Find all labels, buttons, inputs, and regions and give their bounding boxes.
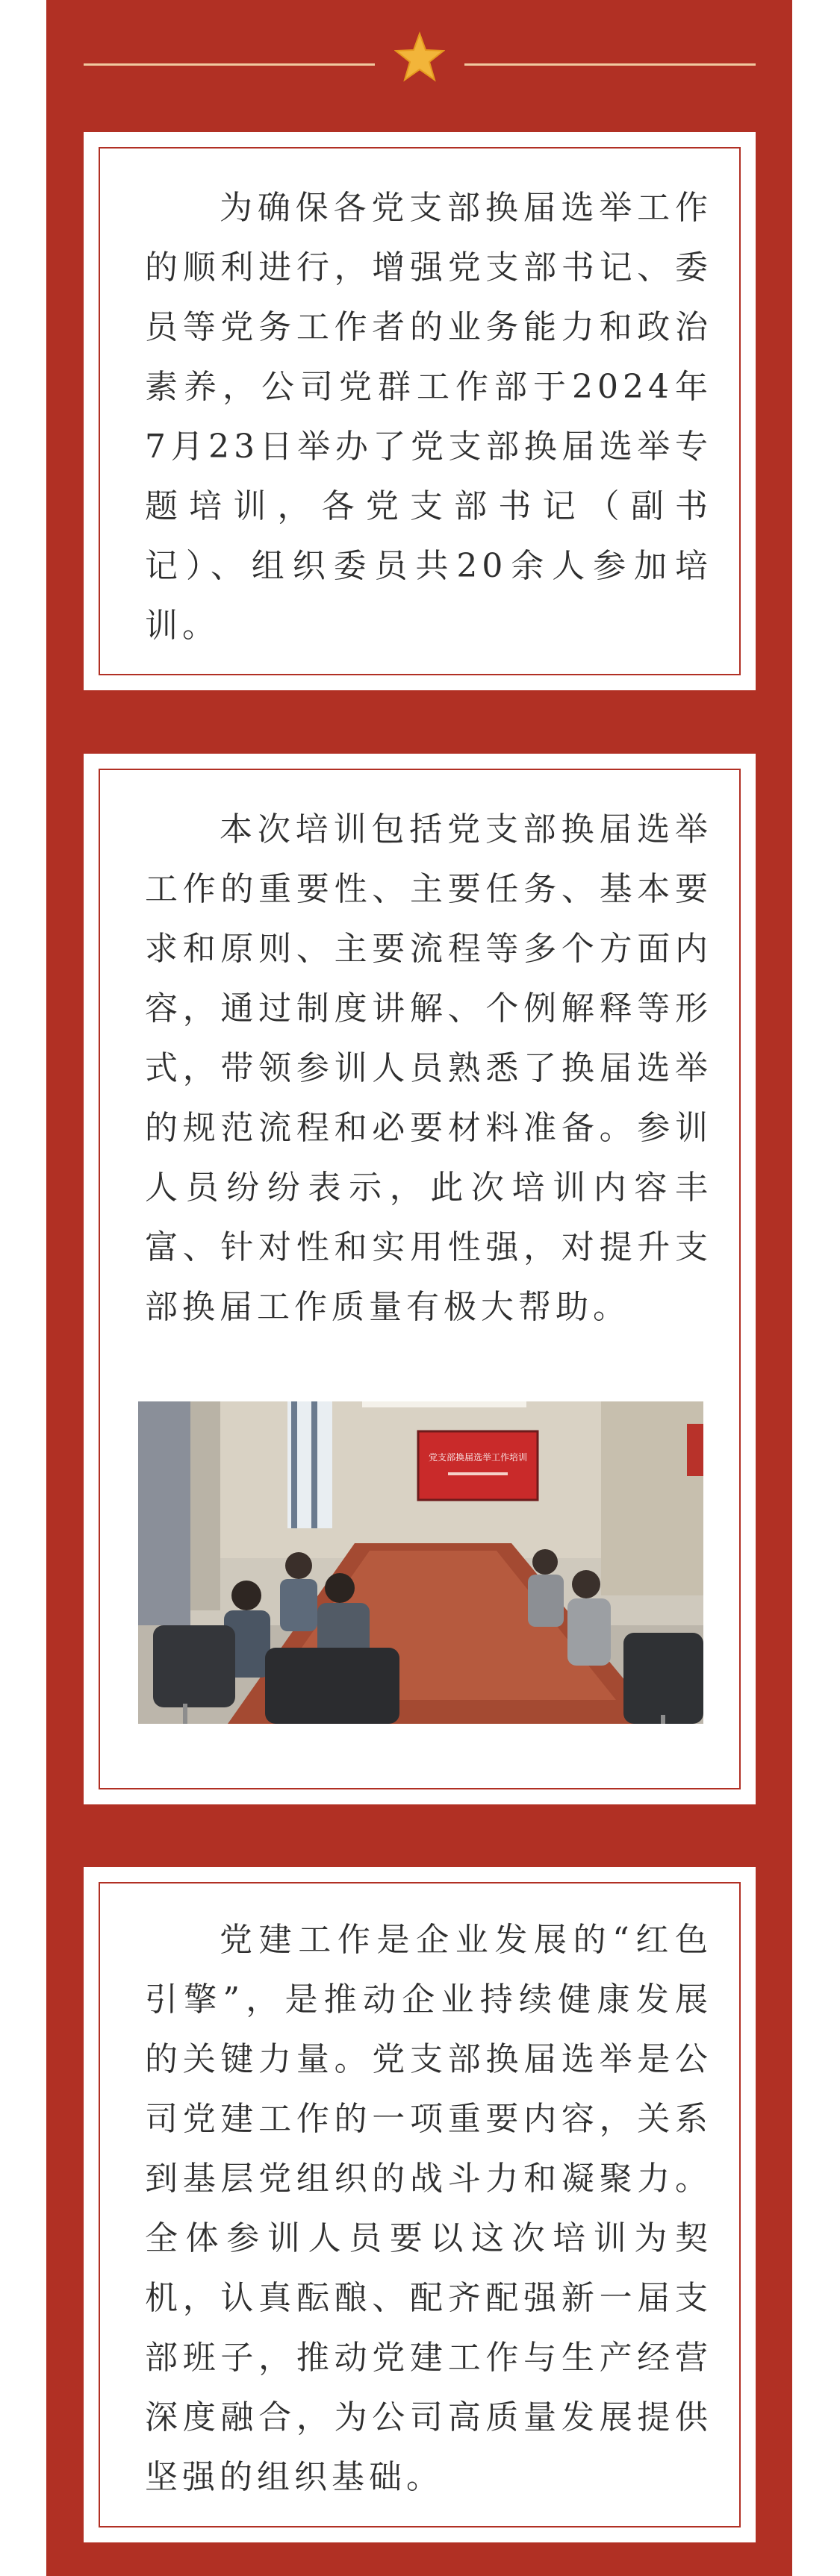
training-meeting-photo xyxy=(138,1401,703,1724)
screen-title-text: 党支部换届选举工作培训 xyxy=(428,1452,528,1463)
header-divider-right xyxy=(464,63,756,66)
intro-paragraph: 为确保各党支部换届选举工作的顺利进行，增强党支部书记、委员等党务工作者的业务能力和政治素养，公司党群工作部于2024年7月23日举办了党支部换届选举专题培训，各党支部书记（副书记）、组织委员共20余人参加培训。 xyxy=(145,189,712,645)
significance-paragraph: 党建工作是企业发展的“红色引擎”，是推动企业持续健康发展的关键力量。党支部换届选举是公司党建工作的一项重要内容，关系到基层党组织的战斗力和凝聚力。全体参训人员要以这次培训为契机，认真酝酿、配齐配强新一届支部班子，推动党建工作与生产经营深度融合，为公司高质量发展提供坚强的组织基础。 xyxy=(145,1921,712,2496)
training-content-card xyxy=(84,754,756,1804)
significance-card xyxy=(84,1867,756,2542)
header-divider-left xyxy=(84,63,375,66)
star-icon xyxy=(394,31,445,82)
intro-card xyxy=(84,132,756,690)
training-content-paragraph: 本次培训包括党支部换届选举工作的重要性、主要任务、基本要求和原则、主要流程等多个方面内容，通过制度讲解、个例解释等形式，带领参训人员熟悉了换届选举的规范流程和必要材料准备。参训人员纷纷表示，此次培训内容丰富、针对性和实用性强，对提升支部换届工作质量有极大帮助。 xyxy=(145,810,712,1326)
